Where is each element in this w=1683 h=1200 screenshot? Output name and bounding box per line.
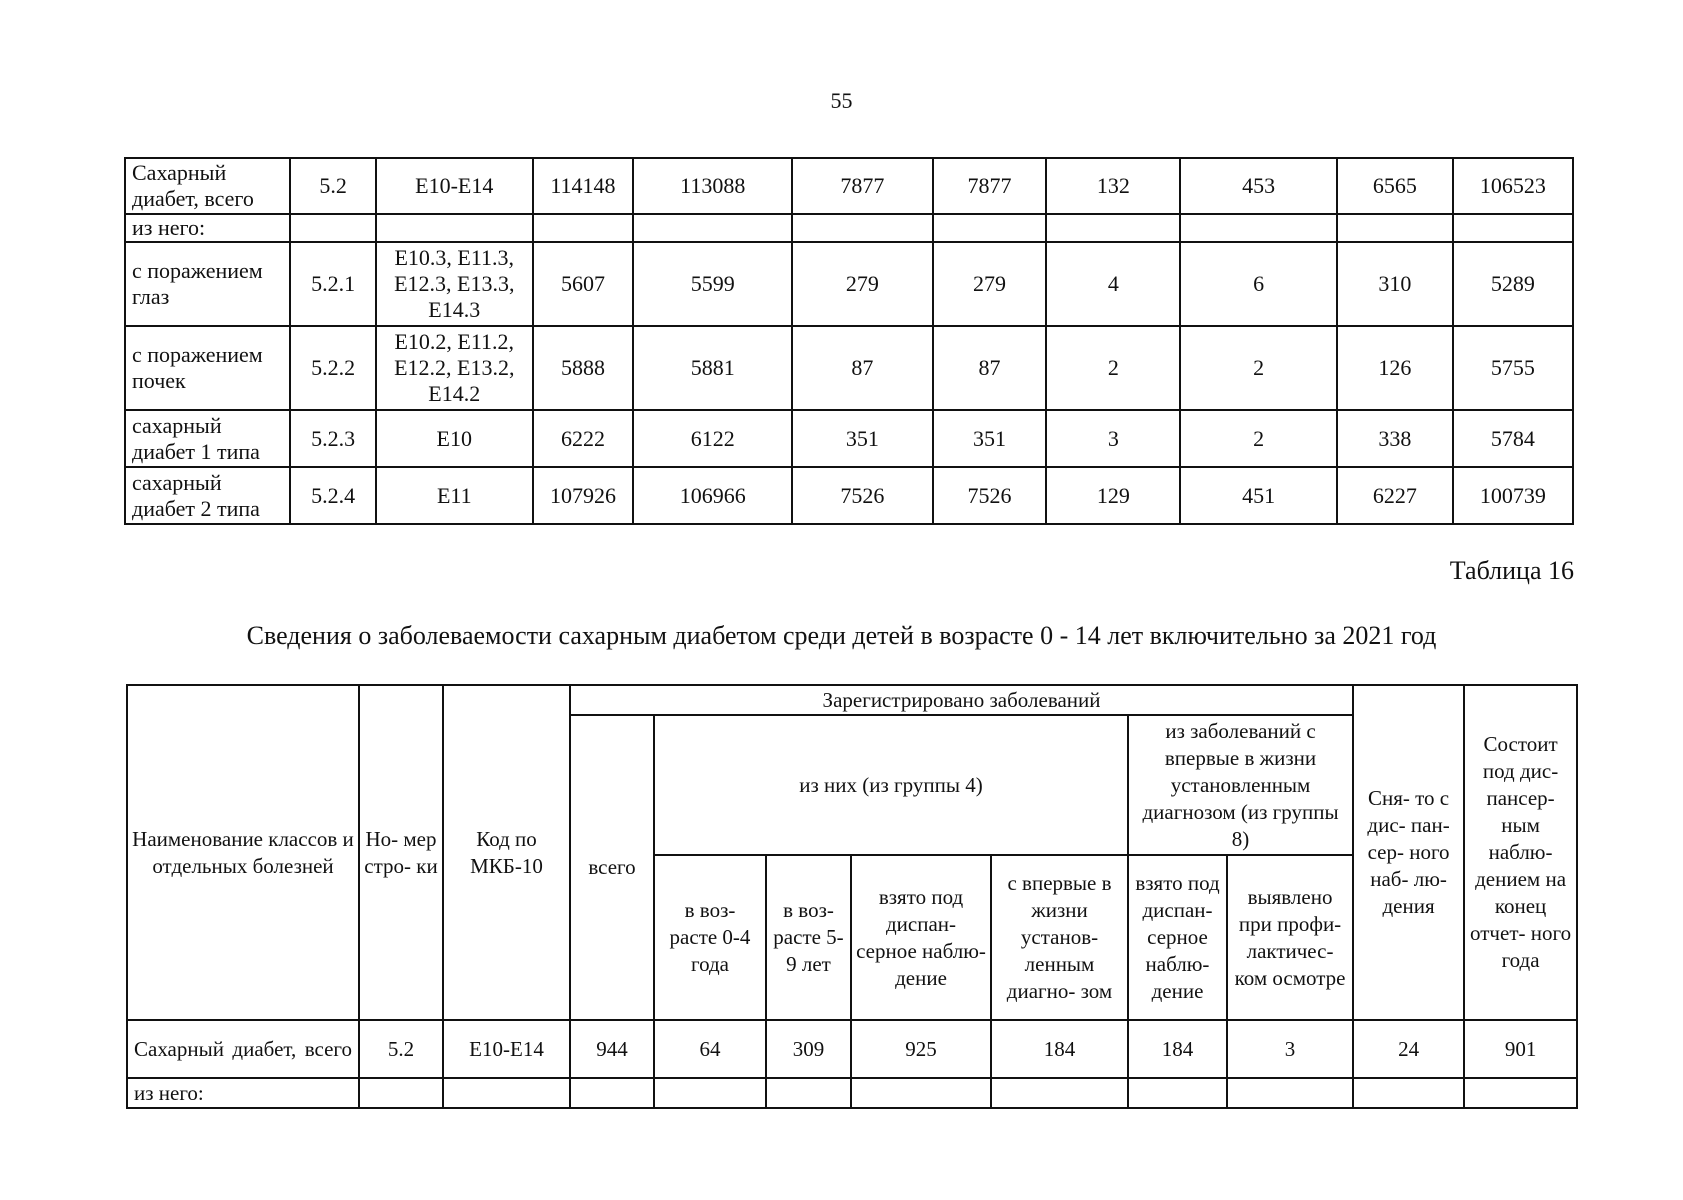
row-value: 5888 xyxy=(533,326,634,410)
page-number: 55 xyxy=(830,88,853,113)
row-icd-code: E10-E14 xyxy=(376,158,533,214)
header-icd-code: Код по МКБ-10 xyxy=(443,685,570,1020)
header-under-observation: Состоит под дис- пансер- ным наблю- дением на конец отчет- ного года xyxy=(1464,685,1577,1020)
row-value xyxy=(933,214,1047,242)
row-value xyxy=(1046,214,1180,242)
header-first-time: с впервые в жизни установ- ленным диагно- зом xyxy=(991,855,1128,1020)
row-value: 87 xyxy=(792,326,933,410)
row-value xyxy=(1337,214,1453,242)
row-value: 925 xyxy=(851,1020,991,1078)
row-value: 2 xyxy=(1180,410,1337,467)
table-row xyxy=(125,242,1573,326)
row-value: 5289 xyxy=(1453,242,1573,326)
row-line-number: 5.2.1 xyxy=(290,242,376,326)
header-first-time-group: из заболеваний с впервые в жизни установленным диагнозом (из группы 8) xyxy=(1128,715,1353,855)
row-value xyxy=(1227,1078,1353,1108)
header-removed: Сня- то с дис- пан- сер- ного наб- лю- дения xyxy=(1353,685,1464,1020)
row-name: из него: xyxy=(125,214,290,242)
row-value: 7526 xyxy=(933,467,1047,524)
row-value: 6 xyxy=(1180,242,1337,326)
row-value xyxy=(533,214,634,242)
row-value xyxy=(792,214,933,242)
row-value: 279 xyxy=(933,242,1047,326)
row-line-number xyxy=(290,214,376,242)
row-value xyxy=(851,1078,991,1108)
header-taken-observation-first: взято под диспан- серное наблю- дение xyxy=(1128,855,1227,1020)
row-value: 453 xyxy=(1180,158,1337,214)
row-value: 2 xyxy=(1046,326,1180,410)
row-value: 132 xyxy=(1046,158,1180,214)
row-name: Сахарный диабет, всего xyxy=(127,1020,359,1078)
row-value: 184 xyxy=(991,1020,1128,1078)
row-value: 64 xyxy=(654,1020,766,1078)
row-line-number xyxy=(359,1078,443,1108)
row-value: 4 xyxy=(1046,242,1180,326)
row-value: 351 xyxy=(792,410,933,467)
row-value: 24 xyxy=(1353,1020,1464,1078)
header-age-0-4: в воз- расте 0-4 года xyxy=(654,855,766,1020)
row-value: 106966 xyxy=(633,467,792,524)
row-value xyxy=(1353,1078,1464,1108)
row-icd-code xyxy=(376,214,533,242)
row-value: 113088 xyxy=(633,158,792,214)
row-value: 184 xyxy=(1128,1020,1227,1078)
row-line-number: 5.2 xyxy=(359,1020,443,1078)
row-value: 126 xyxy=(1337,326,1453,410)
header-age-5-9: в воз- расте 5-9 лет xyxy=(766,855,851,1020)
row-value: 6227 xyxy=(1337,467,1453,524)
header-of-them: из них (из группы 4) xyxy=(654,715,1128,855)
diabetes-children-table xyxy=(126,684,1578,1109)
row-name: сахарный диабет 1 типа xyxy=(125,410,290,467)
row-value: 5784 xyxy=(1453,410,1573,467)
row-icd-code: E10-E14 xyxy=(443,1020,570,1078)
table-row xyxy=(125,214,1573,242)
row-icd-code: E10.3, E11.3, E12.3, E13.3, E14.3 xyxy=(376,242,533,326)
row-name: с поражением глаз xyxy=(125,242,290,326)
row-value: 338 xyxy=(1337,410,1453,467)
row-name: с поражением почек xyxy=(125,326,290,410)
row-value: 901 xyxy=(1464,1020,1577,1078)
row-icd-code: E11 xyxy=(376,467,533,524)
row-value xyxy=(570,1078,654,1108)
row-value: 5599 xyxy=(633,242,792,326)
row-value: 351 xyxy=(933,410,1047,467)
table-label: Таблица 16 xyxy=(1449,556,1574,585)
row-icd-code xyxy=(443,1078,570,1108)
row-value: 87 xyxy=(933,326,1047,410)
diabetes-adults-table xyxy=(124,157,1574,525)
row-value: 451 xyxy=(1180,467,1337,524)
row-line-number: 5.2.4 xyxy=(290,467,376,524)
row-value xyxy=(1464,1078,1577,1108)
header-taken-observation: взято под диспан- серное наблю- дение xyxy=(851,855,991,1020)
table-row xyxy=(127,1078,1577,1108)
row-value xyxy=(1453,214,1573,242)
row-value xyxy=(633,214,792,242)
row-icd-code: E10.2, E11.2, E12.2, E13.2, E14.2 xyxy=(376,326,533,410)
row-value: 107926 xyxy=(533,467,634,524)
row-line-number: 5.2.2 xyxy=(290,326,376,410)
row-value: 6122 xyxy=(633,410,792,467)
row-value: 106523 xyxy=(1453,158,1573,214)
row-value: 7526 xyxy=(792,467,933,524)
row-value: 2 xyxy=(1180,326,1337,410)
row-line-number: 5.2 xyxy=(290,158,376,214)
row-value xyxy=(1128,1078,1227,1108)
row-value: 309 xyxy=(766,1020,851,1078)
row-name: сахарный диабет 2 типа xyxy=(125,467,290,524)
table-row xyxy=(125,467,1573,524)
row-value: 5755 xyxy=(1453,326,1573,410)
row-value: 7877 xyxy=(792,158,933,214)
row-name: из него: xyxy=(127,1078,359,1108)
row-value: 6222 xyxy=(533,410,634,467)
row-value: 3 xyxy=(1046,410,1180,467)
row-value xyxy=(654,1078,766,1108)
row-value: 279 xyxy=(792,242,933,326)
row-icd-code: E10 xyxy=(376,410,533,467)
row-value: 114148 xyxy=(533,158,634,214)
table-row xyxy=(125,158,1573,214)
row-value xyxy=(1180,214,1337,242)
row-value: 3 xyxy=(1227,1020,1353,1078)
row-value: 5607 xyxy=(533,242,634,326)
row-value: 310 xyxy=(1337,242,1453,326)
header-line-number: Но- мер стро- ки xyxy=(359,685,443,1020)
row-value: 100739 xyxy=(1453,467,1573,524)
table-row xyxy=(125,326,1573,410)
table-row xyxy=(127,1020,1577,1078)
header-found-preventive: выявлено при профи- лактичес- ком осмотре xyxy=(1227,855,1353,1020)
header-total: всего xyxy=(570,715,654,1020)
row-value xyxy=(991,1078,1128,1108)
table-row xyxy=(125,410,1573,467)
row-value: 5881 xyxy=(633,326,792,410)
row-line-number: 5.2.3 xyxy=(290,410,376,467)
row-name: Сахарный диабет, всего xyxy=(125,158,290,214)
table-title: Сведения о заболеваемости сахарным диабетом среди детей в возрасте 0 - 14 лет включительно за 2021 год xyxy=(246,621,1437,650)
row-value: 7877 xyxy=(933,158,1047,214)
row-value: 944 xyxy=(570,1020,654,1078)
header-disease-name: Наименование классов и отдельных болезней xyxy=(127,685,359,1020)
header-registered: Зарегистрировано заболеваний xyxy=(570,685,1353,715)
row-value: 129 xyxy=(1046,467,1180,524)
row-value: 6565 xyxy=(1337,158,1453,214)
row-value xyxy=(766,1078,851,1108)
